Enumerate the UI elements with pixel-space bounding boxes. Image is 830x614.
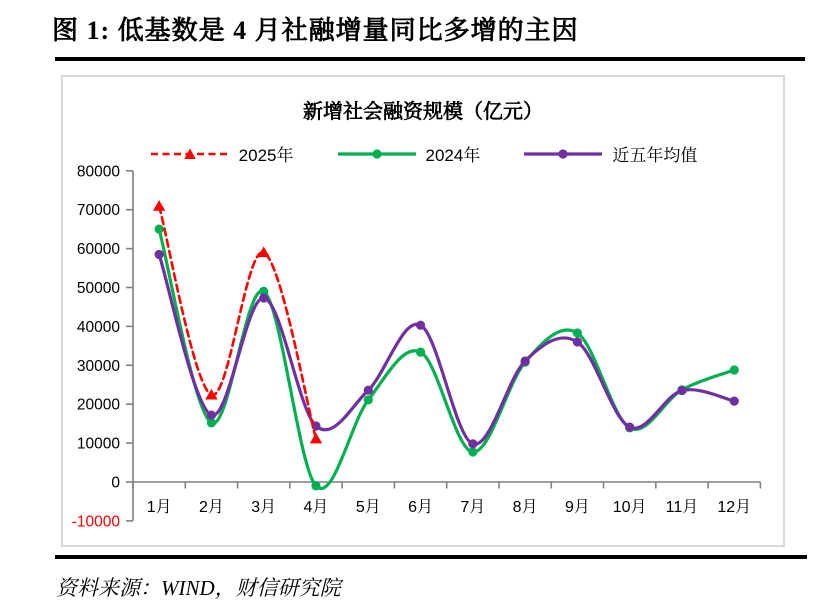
month-label: 10月 [612, 499, 647, 516]
bottom-divider [55, 555, 807, 559]
marker-circle-2024年 [311, 481, 320, 490]
marker-circle-近五年均值 [730, 396, 739, 405]
figure-title: 图 1: 低基数是 4 月社融增量同比多增的主因 [52, 16, 579, 45]
marker-triangle-2025年 [258, 246, 270, 257]
marker-circle-2024年 [416, 347, 425, 356]
series-line-近五年均值 [159, 254, 734, 444]
marker-circle-近五年均值 [259, 293, 268, 302]
marker-circle-2024年 [468, 447, 477, 456]
y-tick-label: 10000 [76, 435, 120, 453]
marker-circle-近五年均值 [468, 439, 477, 448]
marker-circle-近五年均值 [207, 410, 216, 419]
month-label: 9月 [564, 499, 590, 516]
marker-circle-2024年 [155, 225, 164, 234]
month-label: 8月 [512, 499, 538, 516]
chart-legend [63, 141, 783, 166]
y-tick-label: 50000 [76, 280, 120, 297]
marker-circle-近五年均值 [521, 356, 530, 365]
y-tick-label: 20000 [76, 396, 120, 414]
y-tick-label: 80000 [76, 163, 120, 181]
chart-title: 新增社会融资规模（亿元） [303, 101, 543, 123]
month-label: 12月 [717, 499, 752, 516]
legend-sample-line-circle [522, 146, 604, 162]
marker-circle-2024年 [573, 328, 582, 337]
legend-sample-dashed-line-triangle [149, 146, 231, 162]
y-tick-label: 70000 [76, 202, 120, 220]
month-label: 5月 [355, 499, 381, 516]
marker-triangle-2025年 [310, 433, 322, 444]
month-label: 4月 [303, 499, 329, 516]
y-tick-label: 40000 [76, 318, 120, 336]
month-label: 1月 [146, 499, 172, 516]
legend-item-近五年均值 [522, 141, 697, 166]
month-label: 7月 [460, 499, 486, 516]
y-tick-label: 30000 [76, 357, 120, 375]
legend-label: 2024年 [425, 146, 481, 165]
marker-circle-近五年均值 [155, 250, 164, 259]
legend-label: 2025年 [238, 146, 294, 165]
source-note: 资料来源：WIND，财信研究院 [56, 576, 341, 600]
legend-item-2024年 [336, 141, 481, 166]
legend-sample-line-circle [336, 146, 418, 162]
series-line-2024年 [159, 229, 734, 488]
marker-circle-2024年 [730, 365, 739, 374]
marker-circle-近五年均值 [573, 337, 582, 346]
month-label: 2月 [198, 499, 224, 516]
marker-circle-近五年均值 [416, 321, 425, 330]
y-tick-label: -10000 [71, 513, 120, 531]
month-label: 6月 [408, 499, 434, 516]
marker-circle-近五年均值 [677, 386, 686, 395]
chart-panel [61, 75, 785, 547]
y-tick-label: 60000 [76, 241, 120, 259]
legend-label: 近五年均值 [612, 146, 698, 165]
month-label: 11月 [665, 499, 699, 516]
month-label: 3月 [251, 499, 277, 516]
marker-circle-近五年均值 [625, 423, 634, 432]
y-tick-label: 0 [111, 474, 120, 492]
marker-triangle-2025年 [153, 200, 165, 211]
marker-circle-近五年均值 [364, 386, 373, 395]
legend-item-2025年 [149, 141, 294, 166]
marker-circle-2024年 [364, 395, 373, 404]
top-divider [55, 57, 805, 61]
